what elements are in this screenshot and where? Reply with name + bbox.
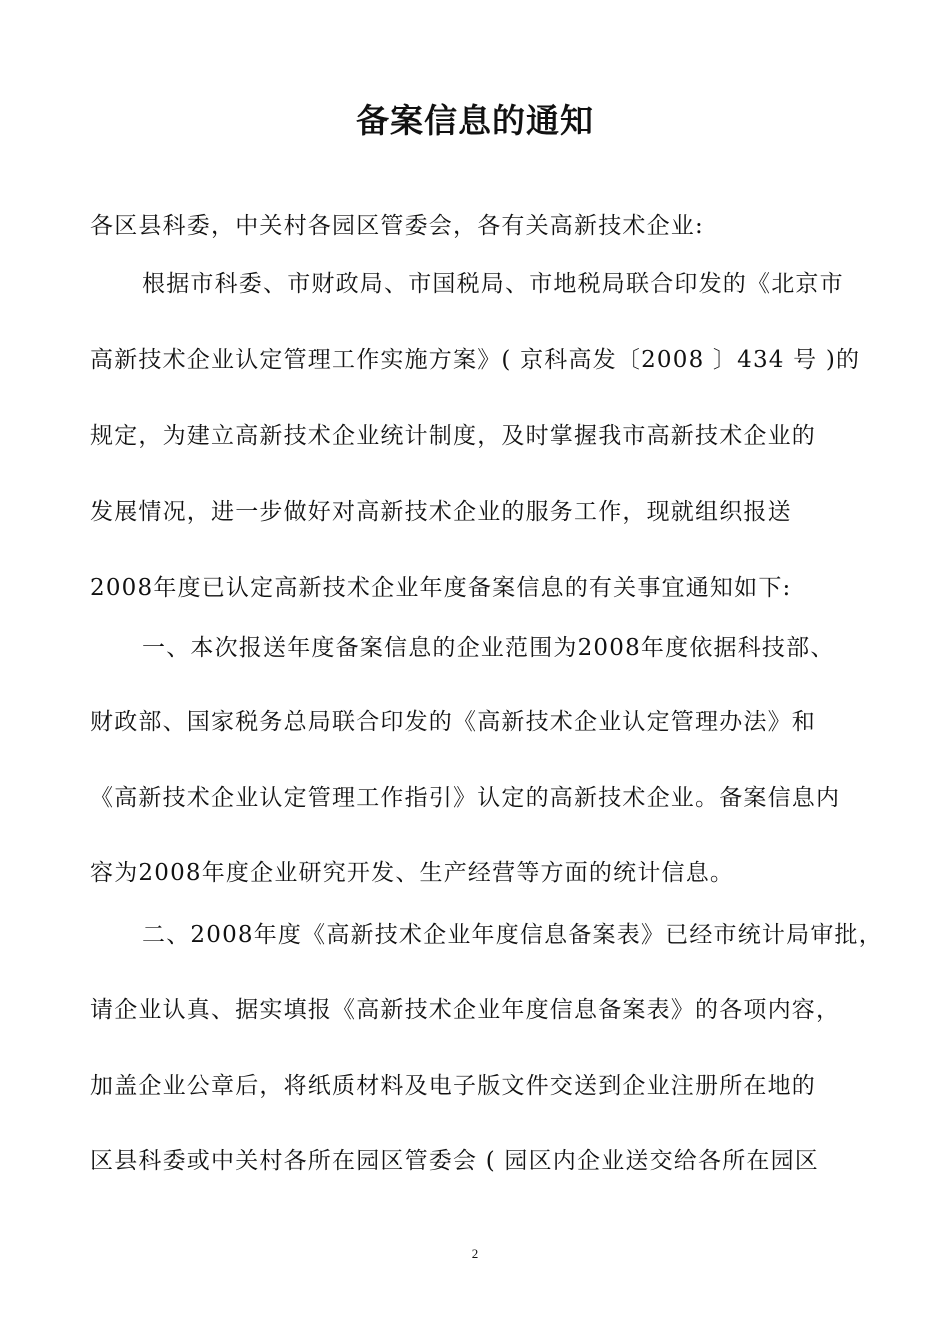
- body-line-2: 高新技术企业认定管理工作实施方案》( 京科高发〔2008 〕434 号 )的: [90, 347, 861, 373]
- section-one-line-4: 容为2008年度企业研究开发、生产经营等方面的统计信息。: [90, 860, 735, 886]
- section-two-line-3: 加盖企业公章后，将纸质材料及电子版文件交送到企业注册所在地的: [90, 1073, 816, 1099]
- body-line-4: 发展情况，进一步做好对高新技术企业的服务工作，现就组织报送: [90, 499, 792, 525]
- section-one-line-2: 财政部、国家税务总局联合印发的《高新技术企业认定管理办法》和: [90, 709, 816, 735]
- section-one-line-1: 一、本次报送年度备案信息的企业范围为2008年度依据科技部、: [142, 635, 835, 661]
- document-title: 备案信息的通知: [356, 101, 594, 140]
- body-line-1: 根据市科委、市财政局、市国税局、市地税局联合印发的《北京市: [142, 271, 844, 297]
- body-line-3: 规定，为建立高新技术企业统计制度，及时掌握我市高新技术企业的: [90, 423, 816, 449]
- body-line-5: 2008年度已认定高新技术企业年度备案信息的有关事宜通知如下:: [90, 575, 792, 601]
- page-number: 2: [471, 1246, 479, 1261]
- salutation-line: 各区县科委，中关村各园区管委会，各有关高新技术企业:: [90, 213, 704, 239]
- section-two-line-2: 请企业认真、据实填报《高新技术企业年度信息备案表》的各项内容，: [90, 997, 841, 1023]
- section-two-line-1: 二、2008年度《高新技术企业年度信息备案表》已经市统计局审批，: [142, 922, 883, 948]
- section-two-line-4: 区县科委或中关村各所在园区管委会 ( 园区内企业送交给各所在园区: [90, 1148, 819, 1174]
- section-one-line-3: 《高新技术企业认定管理工作指引》认定的高新技术企业。备案信息内: [90, 785, 841, 811]
